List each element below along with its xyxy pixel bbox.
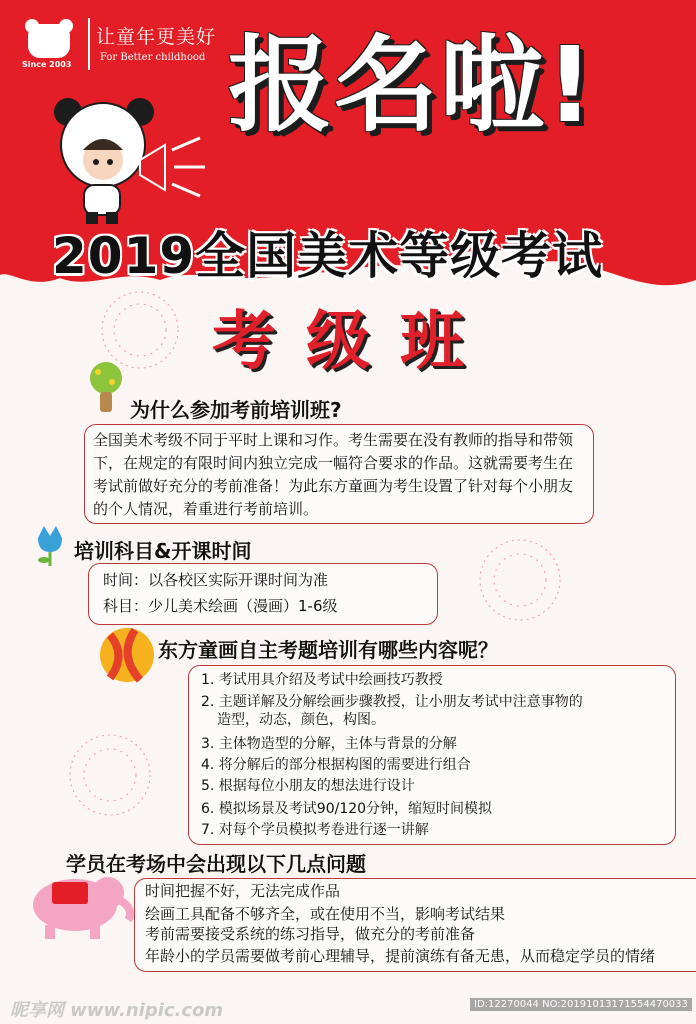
brand-name: 让童年更美好 <box>96 26 217 48</box>
elephant-icon <box>33 877 130 939</box>
class-name: 考级班 <box>212 305 494 379</box>
watermark-logo: 昵享网 www.nipic.com <box>10 1000 224 1021</box>
problem-item: 绘画工具配备不够齐全，或在使用不当，影响考试结果 <box>145 905 506 923</box>
section-why-box <box>84 424 594 524</box>
section-schedule-box <box>88 563 438 625</box>
section-problems-title: 学员在考场中会出现以下几点问题 <box>66 852 366 876</box>
schedule-subject: 科目：少儿美术绘画（漫画）1-6级 <box>103 597 338 615</box>
section-why-title: 为什么参加考前培训班? <box>130 398 342 422</box>
exam-title: 2019全国美术等级考试 <box>52 227 604 285</box>
content-item: 3. 主体物造型的分解，主体与背景的分解 <box>201 736 457 752</box>
tree-icon <box>90 362 122 412</box>
section-content-box <box>188 665 676 845</box>
content-item: 2. 主题详解及分解绘画步骤教授，让小朋友考试中注意事物的 <box>201 694 583 710</box>
content-item: 1. 考试用具介绍及考试中绘画技巧教授 <box>201 672 443 688</box>
content-item: 4. 将分解后的部分根据构图的需要进行组合 <box>201 757 471 773</box>
section-content-title: 东方童画自主考题培训有哪些内容呢？ <box>158 638 498 662</box>
ball-icon <box>100 628 154 682</box>
content-item: 6. 模拟场景及考试90/120分钟，缩短时间模拟 <box>201 801 493 817</box>
schedule-time: 时间：以各校区实际开课时间为准 <box>103 571 329 589</box>
brand-divider <box>88 18 90 70</box>
brand-since: Since 2003 <box>22 60 72 69</box>
brand-tagline: For Better childhood <box>100 52 206 63</box>
problem-item: 考前需要接受系统的练习指导，做充分的考前准备 <box>145 925 476 943</box>
section-why-body: 全国美术考级不同于平时上课和习作。考生需要在没有教师的指导和带领下，在规定的有限时间内独立完成一幅符合要求的作品。这就需要考生在考试前做好充分的考前准备！为此东方童画为考生设置了针对每个小朋友的个人情况，着重进行考前培训。 <box>93 431 574 518</box>
bear-logo-icon <box>25 19 73 58</box>
watermark-id: ID:12270044 NO:20191013171554470033 <box>470 998 692 1011</box>
content-item: 5. 根据每位小朋友的想法进行设计 <box>201 778 415 794</box>
section-problems-box <box>134 878 696 972</box>
content-item-continued: 造型，动态，颜色，构图。 <box>217 712 385 728</box>
problem-item: 年龄小的学员需要做考前心理辅导，提前演练有备无患，从而稳定学员的情绪 <box>145 947 656 965</box>
content-item: 7. 对每个学员模拟考卷进行逐一讲解 <box>201 822 429 838</box>
flower-icon <box>38 526 62 566</box>
problem-item: 时间把握不好，无法完成作品 <box>145 882 341 900</box>
headline: 报名啦! <box>228 24 596 146</box>
section-schedule-title: 培训科目&开课时间 <box>74 539 252 563</box>
